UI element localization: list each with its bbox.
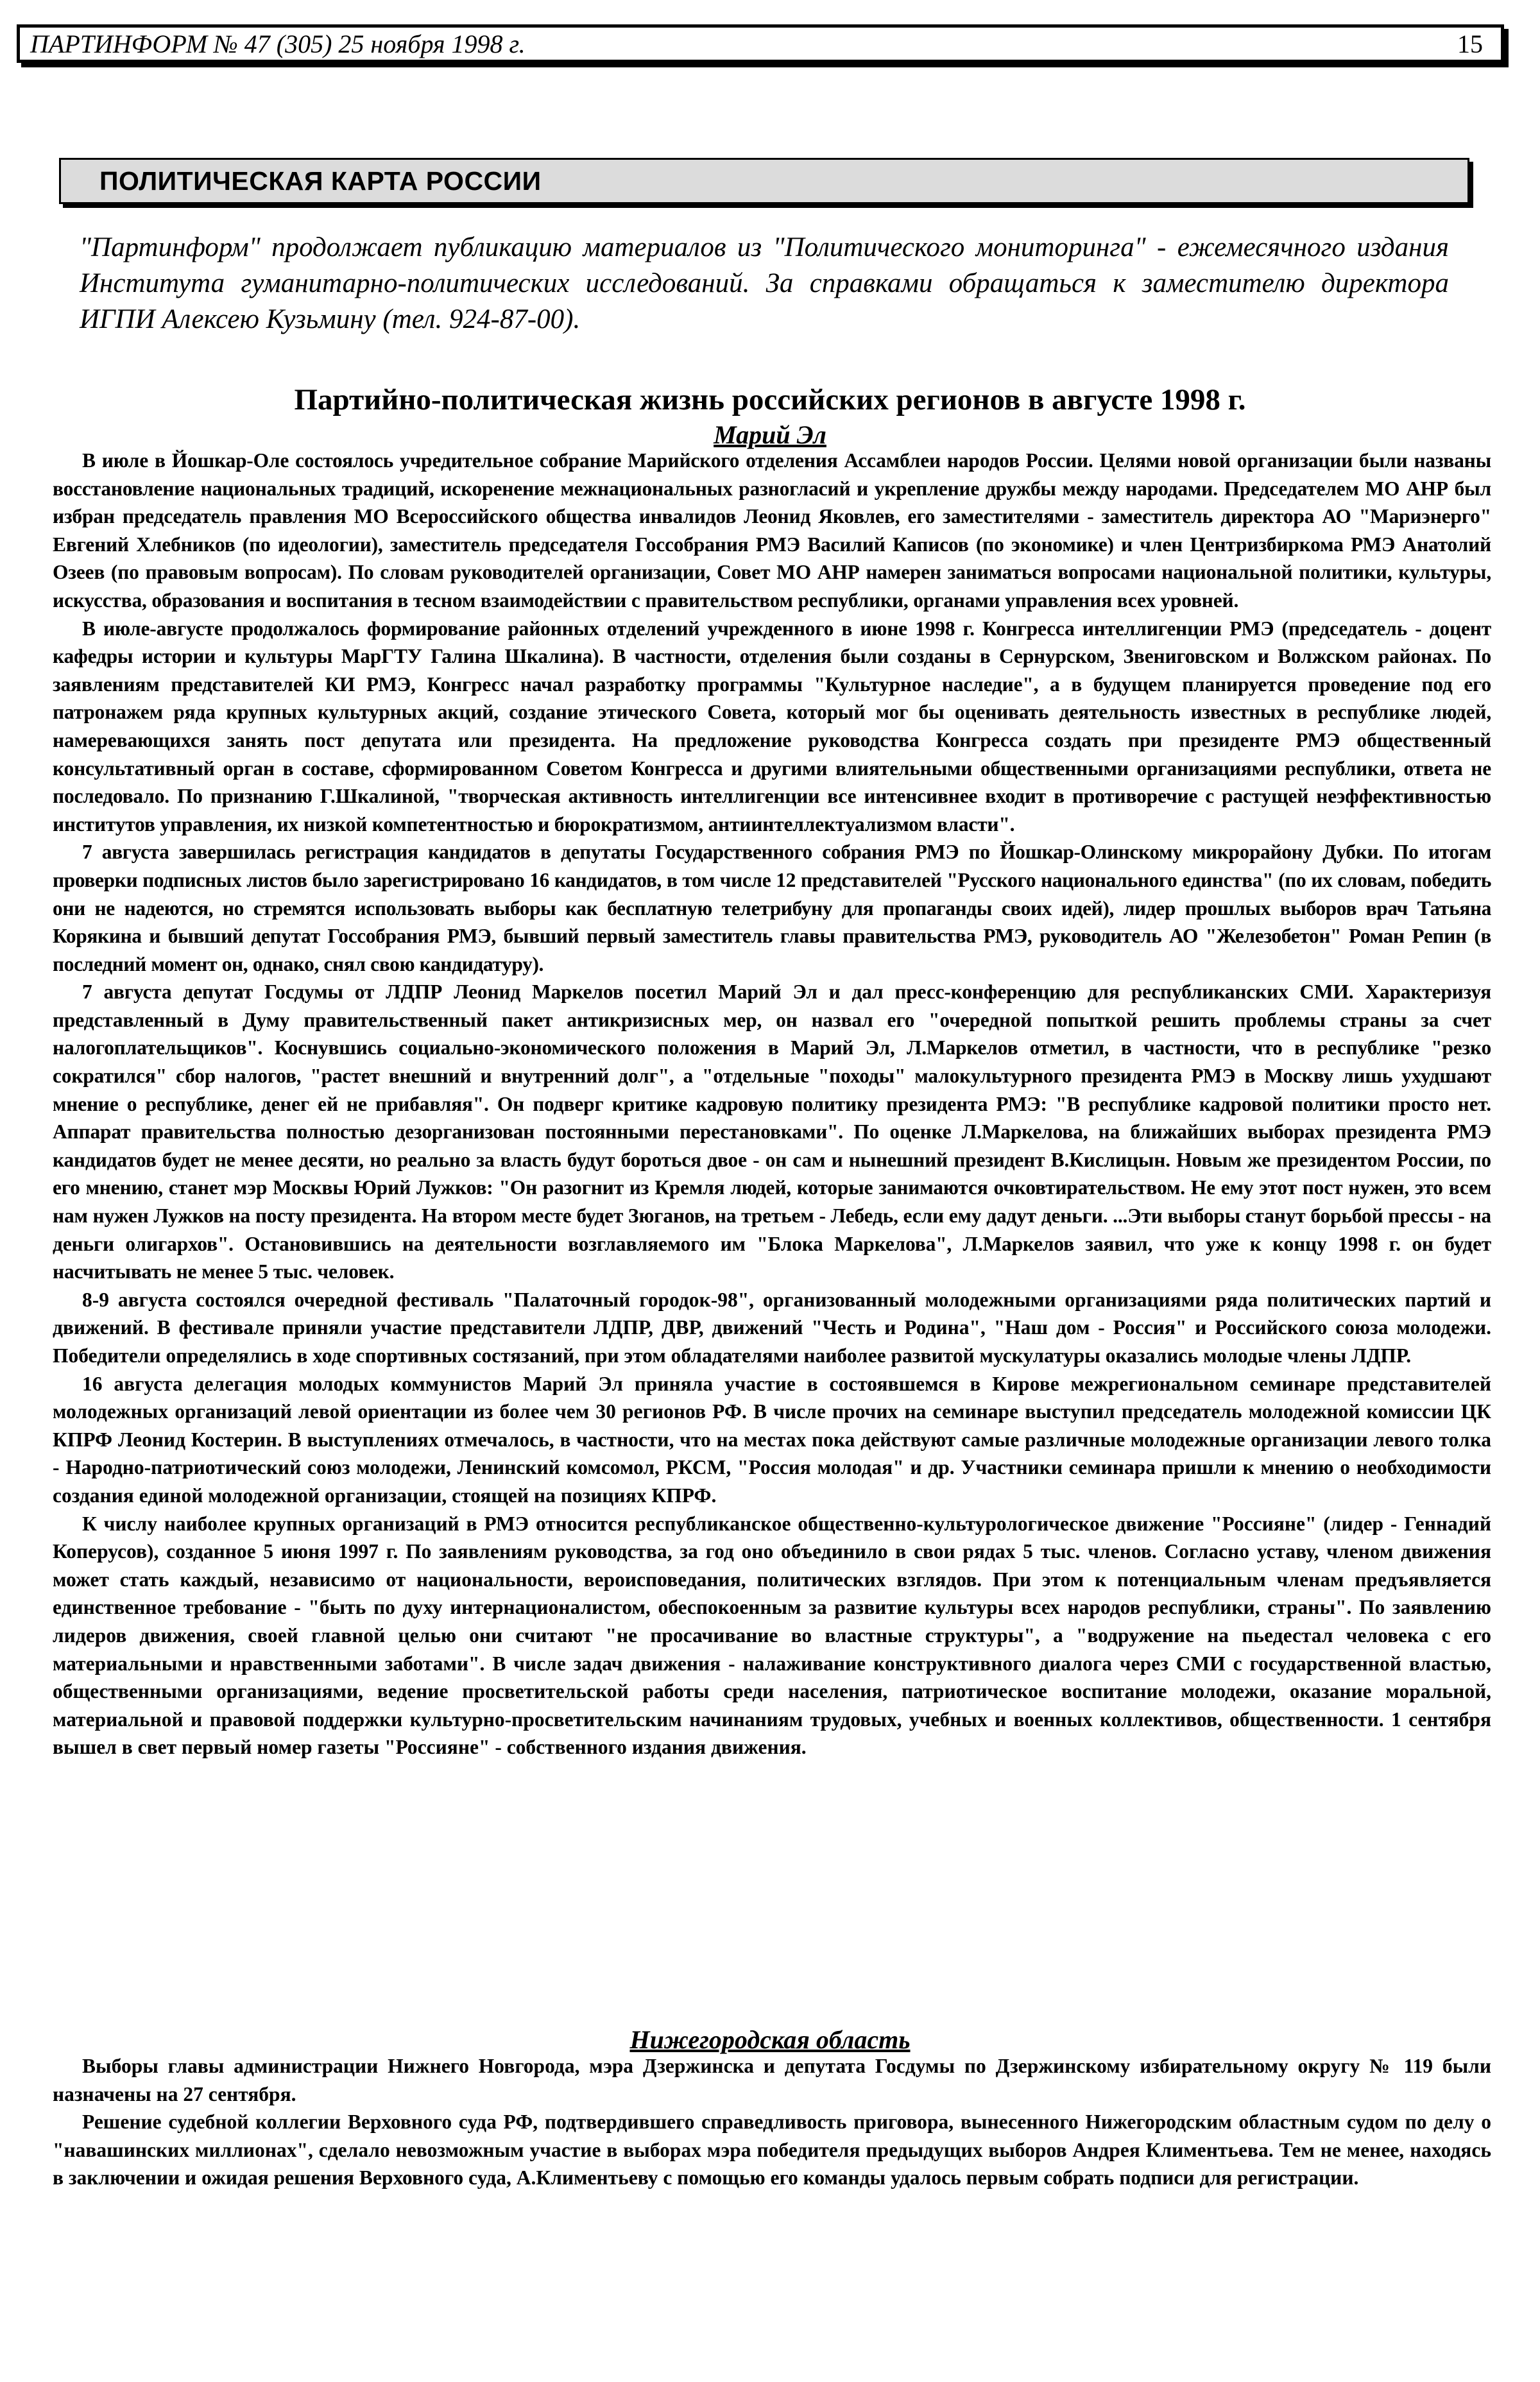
intro-text: "Партинформ" продолжает публикацию материалов из "Политического мониторинга" - ежемесячного издания Института гуманитарно-политических исследований. За справками обращаться к заместителю директора ИГПИ Алексею Кузьмину (тел. 924-87-00). xyxy=(80,232,1449,334)
region-title-nizhny-novgorod: Нижегородская область xyxy=(629,2025,911,2054)
paragraph: 7 августа завершилась регистрация кандидатов в депутаты Государственного собрания РМЭ по Йошкар-Олинскому микрорайону Дубки. По итогам проверки подписных листов было зарегистрировано 16 кандидатов, в том числе 12 представителей "Русского национального единства" (по их словам, победить они не надеются, но стремятся использовать выборы как бесплатную телетрибуну для пропаганды своих идей), лидер прошлых выборов врач Татьяна Корякина и бывший депутат Госсобрания РМЭ, бывший первый заместитель главы правительства РМЭ, руководитель АО "Железобетон" Роман Репин (в последний момент он, однако, снял свою кандидатуру). xyxy=(53,841,1491,975)
paragraph: К числу наиболее крупных организаций в РМЭ относится республиканское общественно-культурологическое движение "Россияне" (лидер - Геннадий Коперусов), созданное 5 июня 1997 г. По заявлениям руководства, за год оно объединило в свои рядах 5 тыс. членов. Согласно уставу, членом движения может стать каждый, независимо от национальности, вероисповедания, политических взглядов. При этом к потенциальным членам предъявляется единственное требование - "быть по духу интернационалистом, обеспокоенным за развитие культуры всех народов республики, страны". По заявлению лидеров движения, своей главной целью они считают "не просачивание во властные структуры", а "водружение на пьедестал человека с его материальными и нравственными заботами". В числе задач движения - налаживание конструктивного диалога через СМИ с государственной властью, общественными организациями, ведение просветительской работы среди населения, патриотическое воспитание молодежи, оказание моральной, материальной и правовой поддержки культурно-просветительским начинаниям трудовых, учебных и военных коллективов, общественности. 1 сентября вышел в свет первый номер газеты "Россияне" - собственного издания движения. xyxy=(53,1512,1491,1759)
paragraph: В июле-августе продолжалось формирование районных отделений учрежденного в июне 1998 г. Конгресса интеллигенции РМЭ (председатель - доцент кафедры истории и культуры МарГТУ Галина Шкалина). В частности, отделения были созданы в Сернурском, Звениговском и Волжском районах. По заявлениям представителей КИ РМЭ, Конгресс начал разработку программы "Культурное наследие", а в будущем планируется проведение под его патронажем ряда крупных культурных акций, создание этического Совета, который мог бы оценивать деятельность известных в республике людей, намеревающихся занять пост депутата или президента. На предложение руководства Конгресса создать при президенте РМЭ общественный консультативный орган в составе, сформированном Советом Конгресса и другими влиятельными общественными организациями республики, ответа не последовало. По признанию Г.Шкалиной, "творческая активность интеллигенции все интенсивнее входит в противоречие с растущей неэффективностью институтов управления, их низкой компетентностью и бюрократизмом, антиинтеллектуализмом власти". xyxy=(53,617,1491,835)
page-header xyxy=(17,24,1504,63)
article-title: Партийно-политическая жизнь российских регионов в августе 1998 г. xyxy=(294,383,1246,416)
section-title: ПОЛИТИЧЕСКАЯ КАРТА РОССИИ xyxy=(59,158,1469,204)
publication-info: ПАРТИНФОРМ № 47 (305) 25 ноября 1998 г. xyxy=(30,29,526,58)
paragraph: Решение судебной коллегии Верховного суда РФ, подтвердившего справедливость приговора, вынесенного Нижегородским областным судом по делу о "навашинских миллионах", сделало невозможным участие в выборах мэра победителя предыдущих выборов Андрея Климентьева. Тем не менее, находясь в заключении и ожидая решения Верховного суда, А.Климентьеву с помощью его команды удалось первым собрать подписи для регистрации. xyxy=(53,2111,1491,2189)
page-number: 15 xyxy=(1457,29,1483,58)
paragraph: 8-9 августа состоялся очередной фестиваль "Палаточный городок-98", организованный молодежными организациями ряда политических партий и движений. В фестивале приняли участие представители ЛДПР, ДВР, движений "Честь и Родина", "Наш дом - Россия" и Российского союза молодежи. Победители определялись в ходе спортивных состязаний, при этом обладателями наиболее развитой мускулатуры оказались молодые члены ЛДПР. xyxy=(53,1288,1491,1367)
region-title-mari-el: Марий Эл xyxy=(714,420,826,449)
paragraph: 16 августа делегация молодых коммунистов Марий Эл приняла участие в состоявшемся в Кирове межрегиональном семинаре представителей молодежных организаций левой ориентации из более чем 30 регионов РФ. В числе прочих на семинаре выступил председатель молодежной комиссии ЦК КПРФ Леонид Костерин. В выступлениях отмечалось, в частности, что на местах пока действуют самые различные молодежные организации левого толка - Народно-патриотический союз молодежи, Ленинский комсомол, РКСМ, "Россия молодая" и др. Участники семинара пришли к мнению о необходимости создания единой молодежной организации, стоящей на позициях КПРФ. xyxy=(53,1372,1491,1507)
paragraph: Выборы главы администрации Нижнего Новгорода, мэра Дзержинска и депутата Госдумы по Дзержинскому избирательному округу № 119 были назначены на 27 сентября. xyxy=(53,2055,1491,2105)
paragraph: 7 августа депутат Госдумы от ЛДПР Леонид Маркелов посетил Марий Эл и дал пресс-конференцию для республиканских СМИ. Характеризуя представленный в Думу правительственный пакет антикризисных мер, он назвал его "очередной попыткой решить проблемы страны за счет налогоплательщиков". Коснувшись социально-экономического положения в Марий Эл, Л.Маркелов отметил, в частности, что в республике "резко сократился" сбор налогов, "растет внешний и внутренний долг", а "отдельные "походы" малокультурного президента РМЭ в Москву лишь ухудшают мнение о республике, денег ей не прибавляя". Он подверг критике кадровую политику президента РМЭ: "В республике кадровой политики просто нет. Аппарат правительства полностью дезорганизован постоянными перестановками". По оценке Л.Маркелова, на ближайших выборах президента РМЭ кандидатов будет не менее десяти, но реально за власть будут бороться двое - он сам и нынешний президент В.Кислицын. Новым же президентом России, по его мнению, станет мэр Москвы Юрий Лужков: "Он разогнит из Кремля людей, которые занимаются очковтирательством. Не ему этот пост нужен, это всем нам нужен Лужков на посту президента. На втором месте будет Зюганов, на третьем - Лебедь, если ему дадут деньги. ...Эти выборы станут борьбой прессы - на деньги олигархов". Остановившись на деятельности возглавляемого им "Блока Маркелова", Л.Маркелов заявил, что уже к концу 1998 г. он будет насчитывать не менее 5 тыс. человек. xyxy=(53,981,1491,1283)
region-body-nizhny-novgorod xyxy=(53,2052,1491,2192)
paragraph: В июле в Йошкар-Оле состоялось учредительное собрание Марийского отделения Ассамблеи народов России. Целями новой организации были названы восстановление национальных традиций, искоренение межнациональных разногласий и укрепление дружбы между народами. Председателем МО АНР был избран председатель правления МО Всероссийского общества инвалидов Леонид Яковлев, его заместителями - заместитель директора АО "Мариэнерго" Евгений Хлебников (по идеологии), заместитель председателя Госсобрания РМЭ Василий Каписов (по экономике) и член Центризбиркома РМЭ Анатолий Озеев (по правовым вопросам). По словам руководителей организации, Совет МО АНР намерен заниматься вопросами национальной политики, культуры, искусства, образования и воспитания в тесном взаимодействии с правительством республики, органами управления всех уровней. xyxy=(53,449,1491,612)
region-body-mari-el xyxy=(53,447,1491,1761)
